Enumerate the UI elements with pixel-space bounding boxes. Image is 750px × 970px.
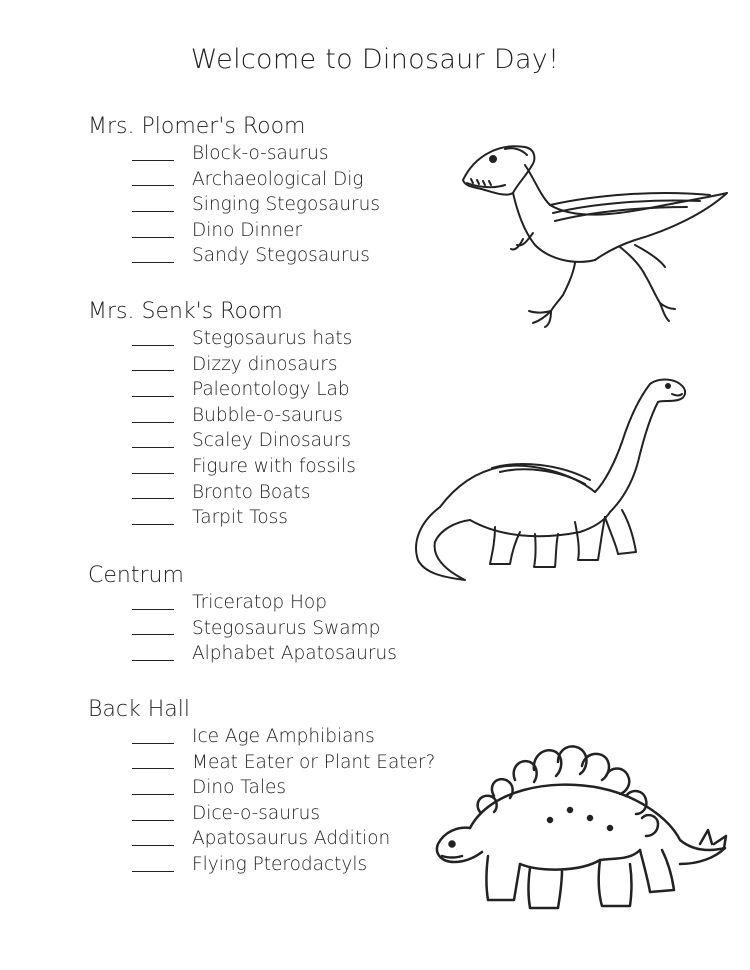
list-item (132, 801, 435, 827)
item-label: Dino Tales (192, 777, 287, 799)
blank-line[interactable] (132, 224, 174, 238)
list-item (132, 326, 356, 352)
list-item (132, 454, 356, 480)
item-label: Figure with fossils (192, 455, 356, 477)
blank-line[interactable] (132, 332, 174, 346)
item-label: Dizzy dinosaurs (192, 353, 338, 375)
blank-line[interactable] (132, 647, 174, 661)
list-item (132, 243, 380, 269)
blank-line[interactable] (132, 249, 174, 263)
list-item (132, 141, 380, 167)
blank-line[interactable] (132, 858, 174, 872)
raptor-illustration (455, 135, 735, 330)
list-item (132, 377, 356, 403)
list-item (132, 616, 397, 642)
list-item (132, 480, 356, 506)
blank-line[interactable] (132, 383, 174, 397)
blank-line[interactable] (132, 832, 174, 846)
section-centrum (88, 562, 397, 667)
blank-line[interactable] (132, 511, 174, 525)
item-label: Sandy Stegosaurus (192, 245, 370, 267)
item-label: Stegosaurus Swamp (192, 617, 381, 639)
item-label: Paleontology Lab (192, 379, 350, 401)
blank-line[interactable] (132, 172, 174, 186)
list-item (132, 192, 380, 218)
list-item (132, 641, 397, 667)
item-label: Singing Stegosaurus (192, 194, 381, 216)
item-label: Dice-o-saurus (192, 802, 320, 824)
list-item (132, 852, 435, 878)
blank-line[interactable] (132, 807, 174, 821)
list-item (132, 724, 435, 750)
item-label: Ice Age Amphibians (192, 726, 375, 747)
section-title: Mrs. Plomer's Room (88, 114, 306, 139)
item-label: Scaley Dinosaurs (192, 430, 351, 452)
list-item (132, 826, 435, 852)
item-label: Flying Pterodactyls (192, 853, 368, 875)
item-label: Bronto Boats (192, 481, 311, 503)
list-item (132, 403, 356, 429)
brontosaurus-illustration (410, 372, 695, 597)
blank-line[interactable] (132, 781, 174, 795)
list-item (132, 167, 380, 193)
blank-line[interactable] (132, 596, 174, 610)
blank-line[interactable] (132, 621, 174, 635)
list-item (132, 218, 380, 244)
item-label: Tarpit Toss (192, 507, 288, 529)
stegosaurus-illustration (430, 740, 735, 920)
blank-line[interactable] (132, 409, 174, 423)
list-item (132, 505, 356, 531)
item-label: Block-o-saurus (192, 143, 329, 164)
section-title: Back Hall (88, 697, 190, 722)
blank-line[interactable] (132, 755, 174, 769)
blank-line[interactable] (132, 730, 174, 744)
item-label: Apatosaurus Addition (192, 828, 391, 850)
list-item (132, 750, 435, 776)
section-back-hall (88, 696, 435, 878)
item-label: Dino Dinner (192, 219, 303, 241)
item-label: Triceratop Hop (192, 592, 327, 613)
list-item (132, 775, 435, 801)
blank-line[interactable] (132, 485, 174, 499)
section-title: Centrum (88, 563, 184, 588)
item-label: Archaeological Dig (192, 168, 364, 190)
item-label: Meat Eater or Plant Eater? (192, 751, 436, 773)
section-plomer (88, 113, 380, 269)
blank-line[interactable] (132, 357, 174, 371)
page-title: Welcome to Dinosaur Day! (190, 44, 560, 75)
blank-line[interactable] (132, 434, 174, 448)
blank-line[interactable] (132, 147, 174, 161)
list-item (132, 590, 397, 616)
section-title: Mrs. Senk's Room (88, 299, 283, 324)
list-item (132, 352, 356, 378)
list-item (132, 428, 356, 454)
blank-line[interactable] (132, 198, 174, 212)
item-label: Stegosaurus hats (192, 328, 353, 349)
item-label: Alphabet Apatosaurus (192, 643, 397, 665)
section-senk (88, 298, 356, 531)
blank-line[interactable] (132, 460, 174, 474)
item-label: Bubble-o-saurus (192, 404, 343, 426)
